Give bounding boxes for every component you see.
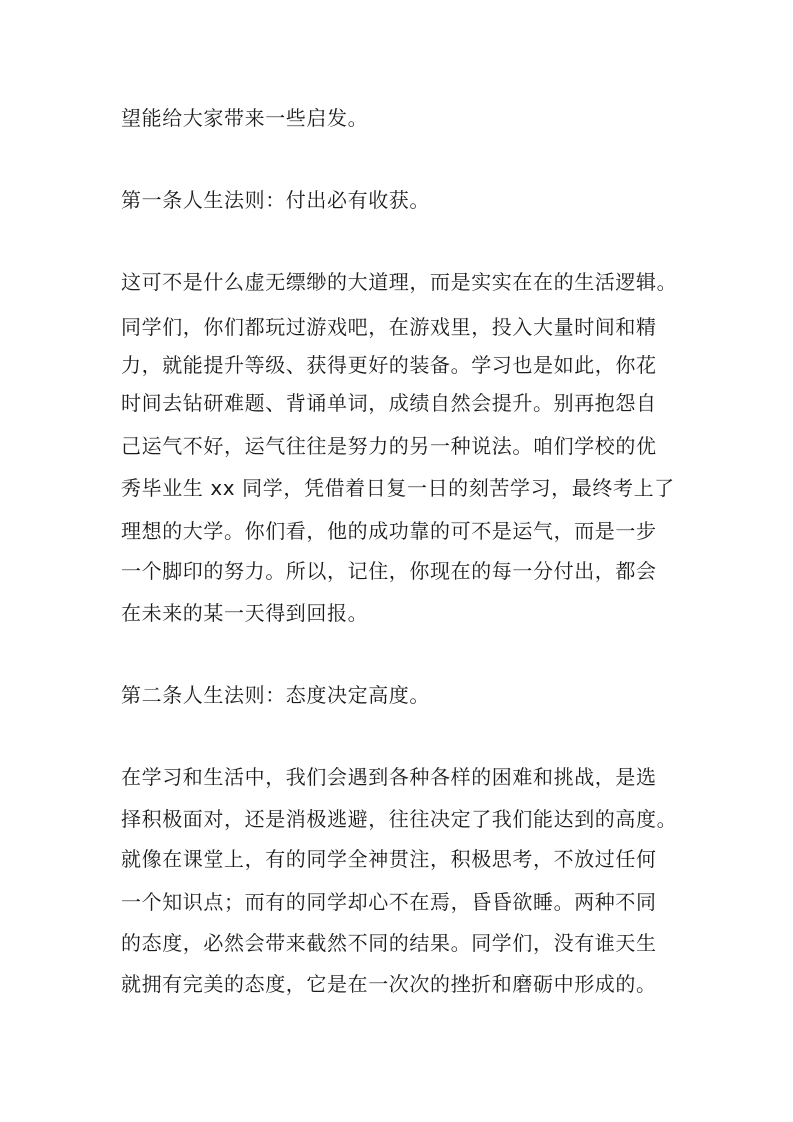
paragraph-intro-line: 望能给大家带来一些启发。 (121, 106, 369, 130)
rule-two-heading: 第二条人生法则：态度决定高度。 (121, 683, 430, 707)
paragraph-line: 理想的大学。你们看，他的成功靠的可不是运气，而是一步 (121, 519, 657, 543)
paragraph-line: 己运气不好，运气往往是努力的另一种说法。咱们学校的优 (121, 434, 657, 458)
paragraph-line: 一个脚印的努力。所以，记住，你现在的每一分付出，都会 (121, 559, 657, 583)
paragraph-line: 的态度，必然会带来截然不同的结果。同学们，没有谁天生 (121, 931, 657, 955)
paragraph-line: 就拥有完美的态度，它是在一次次的挫折和磨砺中形成的。 (121, 972, 657, 996)
paragraph-line: 时间去钻研难题、背诵单词，成绩自然会提升。别再抱怨自 (121, 391, 657, 415)
paragraph-line: 力，就能提升等级、获得更好的装备。学习也是如此，你花 (121, 353, 657, 377)
paragraph-line: 在学习和生活中，我们会遇到各种各样的困难和挑战，是选 (121, 765, 657, 789)
paragraph-line: 一个知识点；而有的同学却心不在焉，昏昏欲睡。两种不同 (121, 890, 657, 914)
paragraph-line: 在未来的某一天得到回报。 (121, 601, 369, 625)
paragraph-line: 秀毕业生 xx 同学，凭借着日复一日的刻苦学习，最终考上了 (121, 476, 675, 500)
paragraph-line: 就像在课堂上，有的同学全神贯注，积极思考，不放过任何 (121, 847, 657, 871)
rule-one-heading: 第一条人生法则：付出必有收获。 (121, 188, 430, 212)
paragraph-line: 择积极面对，还是消极逃避，往往决定了我们能达到的高度。 (121, 807, 678, 831)
paragraph-line: 这可不是什么虚无缥缈的大道理，而是实实在在的生活逻辑。 (121, 270, 678, 294)
paragraph-line: 同学们，你们都玩过游戏吧，在游戏里，投入大量时间和精 (121, 315, 657, 339)
